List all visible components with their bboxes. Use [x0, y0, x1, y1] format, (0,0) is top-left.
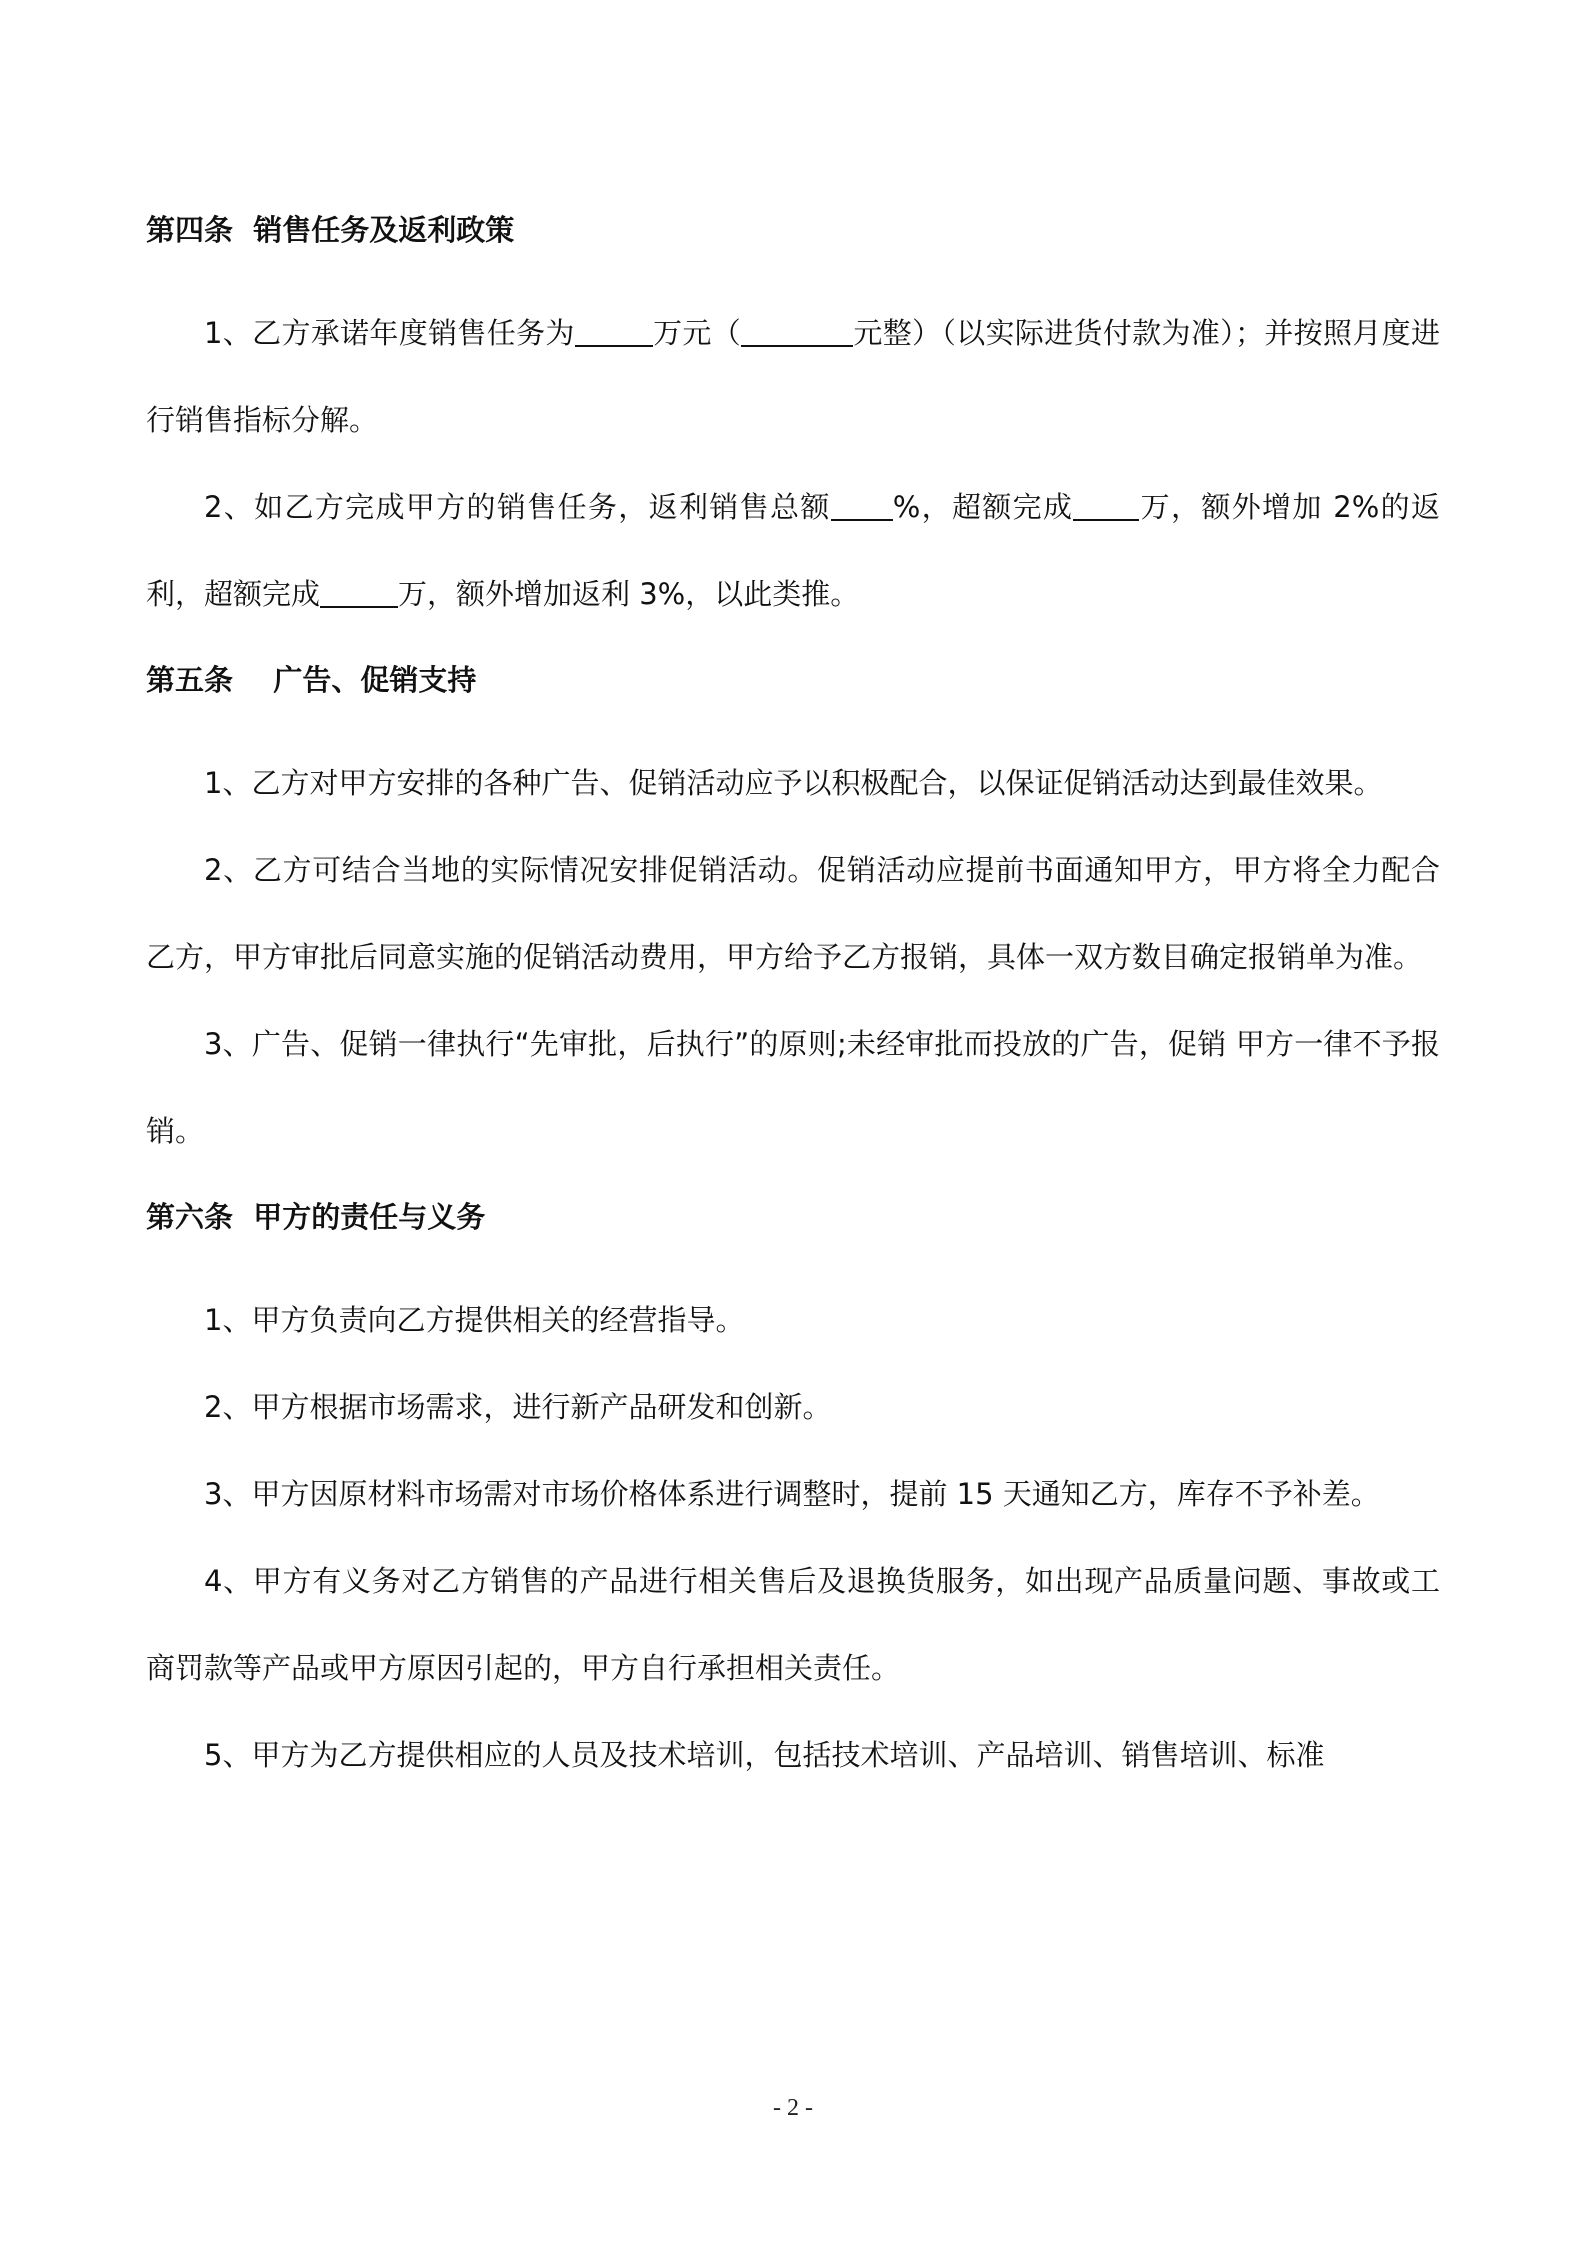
- fill-blank-excess-amount-1: [1073, 490, 1139, 521]
- article-6-clause-1: 1、甲方负责向乙方提供相关的经营指导。: [204, 1303, 745, 1337]
- clause-text: 万元（: [652, 316, 742, 350]
- fill-blank-rebate-percent: [831, 490, 893, 521]
- fill-blank-annual-target: [575, 316, 653, 347]
- article-5-clause-1: 1、乙方对甲方安排的各种广告、促销活动应予以积极配合，以保证促销活动达到最佳效果。: [204, 766, 1383, 800]
- article-5-clause-3: 3、广告、促销一律执行“先审批，后执行”的原则;未经审批而投放的广告，促销 甲方一律不予报销。: [146, 1027, 1440, 1148]
- fill-blank-excess-amount-2: [320, 577, 398, 608]
- article-6-clause-4: 4、甲方有义务对乙方销售的产品进行相关售后及退换货服务，如出现产品质量问题、事故或工商罚款等产品或甲方原因引起的，甲方自行承担相关责任。: [146, 1564, 1440, 1685]
- clause-text: 万，额外增加 2%的返利，超额完成: [146, 490, 1440, 611]
- article-5-clause-2: 2、乙方可结合当地的实际情况安排促销活动。促销活动应提前书面通知甲方，甲方将全力配合乙方，甲方审批后同意实施的促销活动费用，甲方给予乙方报销，具体一双方数目确定报销单为准。: [146, 853, 1440, 974]
- article-6-clause-5: 5、甲方为乙方提供相应的人员及技术培训，包括技术培训、产品培训、销售培训、标准: [204, 1738, 1325, 1772]
- clause-text: %，超额完成: [892, 490, 1074, 524]
- article-4-clause-2: [146, 464, 1440, 638]
- article-4-heading: 第四条 销售任务及返利政策: [146, 213, 515, 247]
- article-6-clause-3: 3、甲方因原材料市场需对市场价格体系进行调整时，提前 15 天通知乙方，库存不予补差。: [204, 1477, 1380, 1511]
- page-number: - 2 -: [773, 2095, 813, 2121]
- article-6-heading: 第六条 甲方的责任与义务: [146, 1200, 486, 1234]
- clause-text: 2、如乙方完成甲方的销售任务，返利销售总额: [204, 490, 831, 524]
- fill-blank-amount-in-words: [741, 316, 853, 347]
- clause-text: 元整）（以实际进货付款为准）；并按照月度进行销售指标分解。: [146, 316, 1440, 437]
- clause-text: 1、乙方承诺年度销售任务为: [204, 316, 575, 350]
- article-6-clause-2: 2、甲方根据市场需求，进行新产品研发和创新。: [204, 1390, 832, 1424]
- document-body: [146, 200, 1440, 1799]
- article-5-heading: 第五条 广告、促销支持: [146, 663, 477, 697]
- article-4-clause-1: [146, 290, 1440, 464]
- clause-text: 万，额外增加返利 3%，以此类推。: [398, 577, 860, 611]
